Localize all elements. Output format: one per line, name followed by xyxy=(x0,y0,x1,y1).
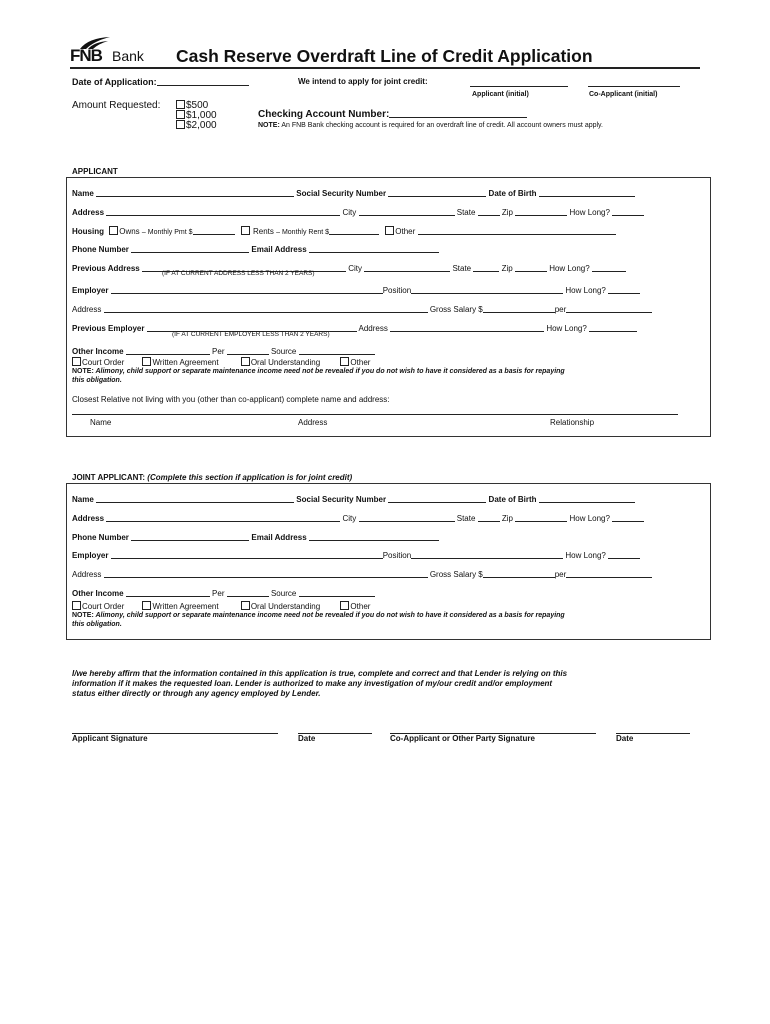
joint-position-field[interactable] xyxy=(411,549,563,559)
joint-gross-salary-field[interactable] xyxy=(483,568,555,578)
joint-state-field[interactable] xyxy=(478,512,500,522)
other-income-label: Other Income xyxy=(72,347,124,356)
joint-other-income-type-label: Other xyxy=(350,602,371,611)
applicant-alimony-note-2: this obligation. xyxy=(72,377,122,384)
joint-employer-label: Employer xyxy=(72,551,109,560)
prev-employer-hint: (IF AT CURRENT EMPLOYER LESS THAN 2 YEARS) xyxy=(172,331,330,338)
joint-income-types-row xyxy=(72,601,370,611)
per-label: per xyxy=(554,305,567,314)
gross-salary-field[interactable] xyxy=(483,303,555,313)
joint-income-per-field[interactable] xyxy=(227,587,269,597)
prev-employer-howlong-label: How Long? xyxy=(546,324,587,333)
joint-employer-address-label: Address xyxy=(72,570,102,579)
income-per-label: Per xyxy=(212,347,225,356)
relative-label: Closest Relative not living with you (other than co-applicant) complete name and address: xyxy=(72,395,390,404)
applicant-name-field[interactable] xyxy=(96,187,294,197)
position-label: Position xyxy=(382,286,412,295)
written-agreement-checkbox[interactable] xyxy=(142,357,151,366)
joint-court-order-label: Court Order xyxy=(82,602,125,611)
employer-howlong-field[interactable] xyxy=(608,284,640,294)
applicant-alimony-note xyxy=(72,368,565,375)
note-text: An FNB Bank checking account is required for an overdraft line of credit. All account owners must apply. xyxy=(281,122,603,129)
prev-city-label: City xyxy=(348,264,362,273)
joint-name-field[interactable] xyxy=(96,493,294,503)
applicant-prev-address-row xyxy=(72,262,626,273)
email-label: Email Address xyxy=(251,245,307,254)
prev-state-field[interactable] xyxy=(473,262,499,272)
prev-employer-howlong-field[interactable] xyxy=(589,322,637,332)
applicant-signature-label: Applicant Signature xyxy=(72,734,148,743)
joint-alimony-note-text: Alimony, child support or separate maintenance income need not be revealed if you do not wish to have it considered as a basis for repaying xyxy=(95,612,565,619)
alimony-note-label: NOTE: xyxy=(72,368,94,375)
applicant-initial-field[interactable] xyxy=(470,77,568,87)
date-label: Date of Application: xyxy=(72,77,157,87)
joint-other-income-row xyxy=(72,587,375,598)
affirm-line-3: status either directly or through any agency employed by Lender. xyxy=(72,689,321,698)
checking-account xyxy=(258,108,527,120)
applicant-initial-label: Applicant (initial) xyxy=(472,91,529,98)
joint-written-agreement-label: Written Agreement xyxy=(152,602,219,611)
other-income-type-checkbox[interactable] xyxy=(340,357,349,366)
prev-address-hint: (IF AT CURRENT ADDRESS LESS THAN 2 YEARS) xyxy=(162,270,315,277)
coapplicant-initial-label: Co-Applicant (initial) xyxy=(589,91,658,98)
joint-address-field[interactable] xyxy=(106,512,340,522)
joint-per-label: per xyxy=(554,570,567,579)
joint-income-per-label: Per xyxy=(212,589,225,598)
relative-address-label: Address xyxy=(298,418,328,427)
applicant-email-field[interactable] xyxy=(309,243,439,253)
applicant-address-field[interactable] xyxy=(106,206,340,216)
applicant-position-field[interactable] xyxy=(411,284,563,294)
applicant-housing-row xyxy=(72,225,616,236)
joint-credit-label: We intend to apply for joint credit: xyxy=(298,77,428,86)
checkbox-2000[interactable] xyxy=(176,120,185,129)
date-of-application xyxy=(72,76,249,87)
address-label: Address xyxy=(72,208,105,217)
prev-city-field[interactable] xyxy=(364,262,450,272)
coapplicant-signature-label: Co-Applicant or Other Party Signature xyxy=(390,734,535,743)
prev-howlong-label: How Long? xyxy=(549,264,590,273)
court-order-label: Court Order xyxy=(82,358,125,367)
relative-relationship-label: Relationship xyxy=(550,418,595,427)
affirm-line-1: I/we hereby affirm that the information contained in this application is true, complete and correct and that Lender is relying on this xyxy=(72,669,568,678)
joint-employer-address-field[interactable] xyxy=(104,568,428,578)
name-label: Name xyxy=(72,189,94,198)
checkbox-500[interactable] xyxy=(176,100,185,109)
joint-other-income-field[interactable] xyxy=(126,587,210,597)
state-label: State xyxy=(456,208,476,217)
joint-employer-field[interactable] xyxy=(111,549,383,559)
checking-field[interactable] xyxy=(389,108,527,118)
affirm-line-2: information if it makes the requested loan. Lender is authorized to make any investigation of my/our credit and/or employment xyxy=(72,679,553,688)
checkbox-1000[interactable] xyxy=(176,110,185,119)
checking-note xyxy=(258,122,603,129)
joint-alimony-note-label: NOTE: xyxy=(72,612,94,619)
employer-label: Employer xyxy=(72,286,109,295)
rents-checkbox[interactable] xyxy=(241,226,250,235)
housing-label: Housing xyxy=(72,227,104,236)
dob-label: Date of Birth xyxy=(488,189,537,198)
owns-checkbox[interactable] xyxy=(109,226,118,235)
court-order-checkbox[interactable] xyxy=(72,357,81,366)
oral-understanding-label: Oral Understanding xyxy=(250,358,321,367)
coapplicant-initial-field[interactable] xyxy=(588,77,680,87)
applicant-zip-field[interactable] xyxy=(515,206,567,216)
joint-oral-understanding-label: Oral Understanding xyxy=(250,602,321,611)
joint-email-label: Email Address xyxy=(251,533,307,542)
joint-state-label: State xyxy=(456,514,476,523)
applicant-city-field[interactable] xyxy=(359,206,455,216)
joint-written-agreement-checkbox[interactable] xyxy=(142,601,151,610)
joint-howlong-label: How Long? xyxy=(569,514,610,523)
monthly-pmt-label: – Monthly Pmt $ xyxy=(141,229,193,236)
previous-employer-label: Previous Employer xyxy=(72,324,145,333)
alimony-note-text: Alimony, child support or separate maintenance income need not be revealed if you do not wish to have it considered as a basis for repaying xyxy=(95,368,565,375)
joint-dob-field[interactable] xyxy=(539,493,635,503)
zip-label: Zip xyxy=(501,208,514,217)
joint-name-label: Name xyxy=(72,495,94,504)
joint-address-row xyxy=(72,512,644,523)
joint-city-label: City xyxy=(342,514,357,523)
amount-option-2000[interactable] xyxy=(176,120,217,131)
logo xyxy=(70,36,170,64)
joint-address-label: Address xyxy=(72,514,105,523)
amount-1000-label: $1,000 xyxy=(186,110,217,121)
prev-zip-label: Zip xyxy=(501,264,513,273)
joint-zip-field[interactable] xyxy=(515,512,567,522)
income-source-label: Source xyxy=(270,347,297,356)
logo-main: FNB xyxy=(70,46,102,65)
applicant-section-title: APPLICANT xyxy=(72,167,118,176)
amount-500-label: $500 xyxy=(186,100,209,111)
income-per-field[interactable] xyxy=(227,345,269,355)
monthly-rent-label: – Monthly Rent $ xyxy=(276,229,330,236)
gross-salary-label: Gross Salary $ xyxy=(429,305,483,314)
joint-employer-row xyxy=(72,549,640,560)
income-source-field[interactable] xyxy=(299,345,375,355)
applicant-prev-employer-row xyxy=(72,322,637,333)
page-title: Cash Reserve Overdraft Line of Credit Application xyxy=(176,46,593,66)
employer-howlong-label: How Long? xyxy=(565,286,606,295)
monthly-pmt-field[interactable] xyxy=(193,225,235,235)
applicant-employer-row xyxy=(72,284,640,295)
joint-employer-address-row xyxy=(72,568,652,579)
joint-name-row xyxy=(72,493,635,504)
joint-alimony-note-2: this obligation. xyxy=(72,621,122,628)
joint-income-source-label: Source xyxy=(270,589,297,598)
joint-title-hint: (Complete this section if application is for joint credit) xyxy=(147,473,353,482)
joint-phone-field[interactable] xyxy=(131,531,249,541)
date1-label: Date xyxy=(298,734,316,743)
joint-income-source-field[interactable] xyxy=(299,587,375,597)
applicant-state-field[interactable] xyxy=(478,206,500,216)
date-field[interactable] xyxy=(157,76,249,86)
prev-employer-address-label: Address xyxy=(358,324,388,333)
joint-city-field[interactable] xyxy=(359,512,455,522)
employer-address-field[interactable] xyxy=(104,303,428,313)
joint-phone-label: Phone Number xyxy=(72,533,129,542)
applicant-phone-row xyxy=(72,243,439,254)
joint-salary-per-field[interactable] xyxy=(566,568,652,578)
date2-label: Date xyxy=(616,734,634,743)
joint-employer-howlong-field[interactable] xyxy=(608,549,640,559)
checking-label: Checking Account Number: xyxy=(258,109,390,120)
applicant-address-row xyxy=(72,206,644,217)
logo-sub: Bank xyxy=(112,48,144,64)
how-long-label: How Long? xyxy=(569,208,610,217)
note-label: NOTE: xyxy=(258,122,280,129)
relative-line[interactable] xyxy=(72,414,678,415)
joint-email-field[interactable] xyxy=(309,531,439,541)
joint-dob-label: Date of Birth xyxy=(488,495,537,504)
applicant-income-types-row xyxy=(72,357,370,367)
rents-label: Rents xyxy=(252,227,274,236)
salary-per-field[interactable] xyxy=(566,303,652,313)
owns-label: Owns xyxy=(119,227,140,236)
amount-2000-label: $2,000 xyxy=(186,120,217,131)
applicant-dob-field[interactable] xyxy=(539,187,635,197)
applicant-employer-address-row xyxy=(72,303,652,314)
joint-zip-label: Zip xyxy=(501,514,514,523)
relative-name-label: Name xyxy=(90,418,112,427)
header-rule xyxy=(70,67,700,69)
oral-understanding-checkbox[interactable] xyxy=(241,357,250,366)
joint-section-title xyxy=(72,473,352,482)
joint-howlong-field[interactable] xyxy=(612,512,644,522)
prev-zip-field[interactable] xyxy=(515,262,547,272)
joint-alimony-note xyxy=(72,612,565,619)
monthly-rent-field[interactable] xyxy=(329,225,379,235)
ssn-label: Social Security Number xyxy=(296,189,387,198)
other-income-field[interactable] xyxy=(126,345,210,355)
previous-address-label: Previous Address xyxy=(72,264,140,273)
joint-ssn-field[interactable] xyxy=(388,493,486,503)
prev-state-label: State xyxy=(452,264,472,273)
joint-phone-row xyxy=(72,531,439,542)
other-housing-field[interactable] xyxy=(418,225,616,235)
joint-oral-understanding-checkbox[interactable] xyxy=(241,601,250,610)
joint-position-label: Position xyxy=(382,551,412,560)
prev-employer-address-field[interactable] xyxy=(390,322,544,332)
joint-gross-salary-label: Gross Salary $ xyxy=(429,570,483,579)
joint-court-order-checkbox[interactable] xyxy=(72,601,81,610)
applicant-ssn-field[interactable] xyxy=(388,187,486,197)
joint-other-income-label: Other Income xyxy=(72,589,124,598)
joint-other-income-type-checkbox[interactable] xyxy=(340,601,349,610)
written-agreement-label: Written Agreement xyxy=(152,358,219,367)
city-label: City xyxy=(342,208,357,217)
joint-ssn-label: Social Security Number xyxy=(296,495,387,504)
other-housing-label: Other xyxy=(395,227,416,236)
other-housing-checkbox[interactable] xyxy=(385,226,394,235)
other-income-type-label: Other xyxy=(350,358,371,367)
applicant-employer-field[interactable] xyxy=(111,284,383,294)
applicant-howlong-field[interactable] xyxy=(612,206,644,216)
joint-title-label: JOINT APPLICANT: xyxy=(72,473,146,482)
employer-address-label: Address xyxy=(72,305,102,314)
amount-requested-label: Amount Requested: xyxy=(72,100,161,111)
applicant-other-income-row xyxy=(72,345,375,356)
prev-howlong-field[interactable] xyxy=(592,262,626,272)
joint-employer-howlong-label: How Long? xyxy=(565,551,606,560)
applicant-phone-field[interactable] xyxy=(131,243,249,253)
applicant-name-row xyxy=(72,187,635,198)
phone-label: Phone Number xyxy=(72,245,129,254)
